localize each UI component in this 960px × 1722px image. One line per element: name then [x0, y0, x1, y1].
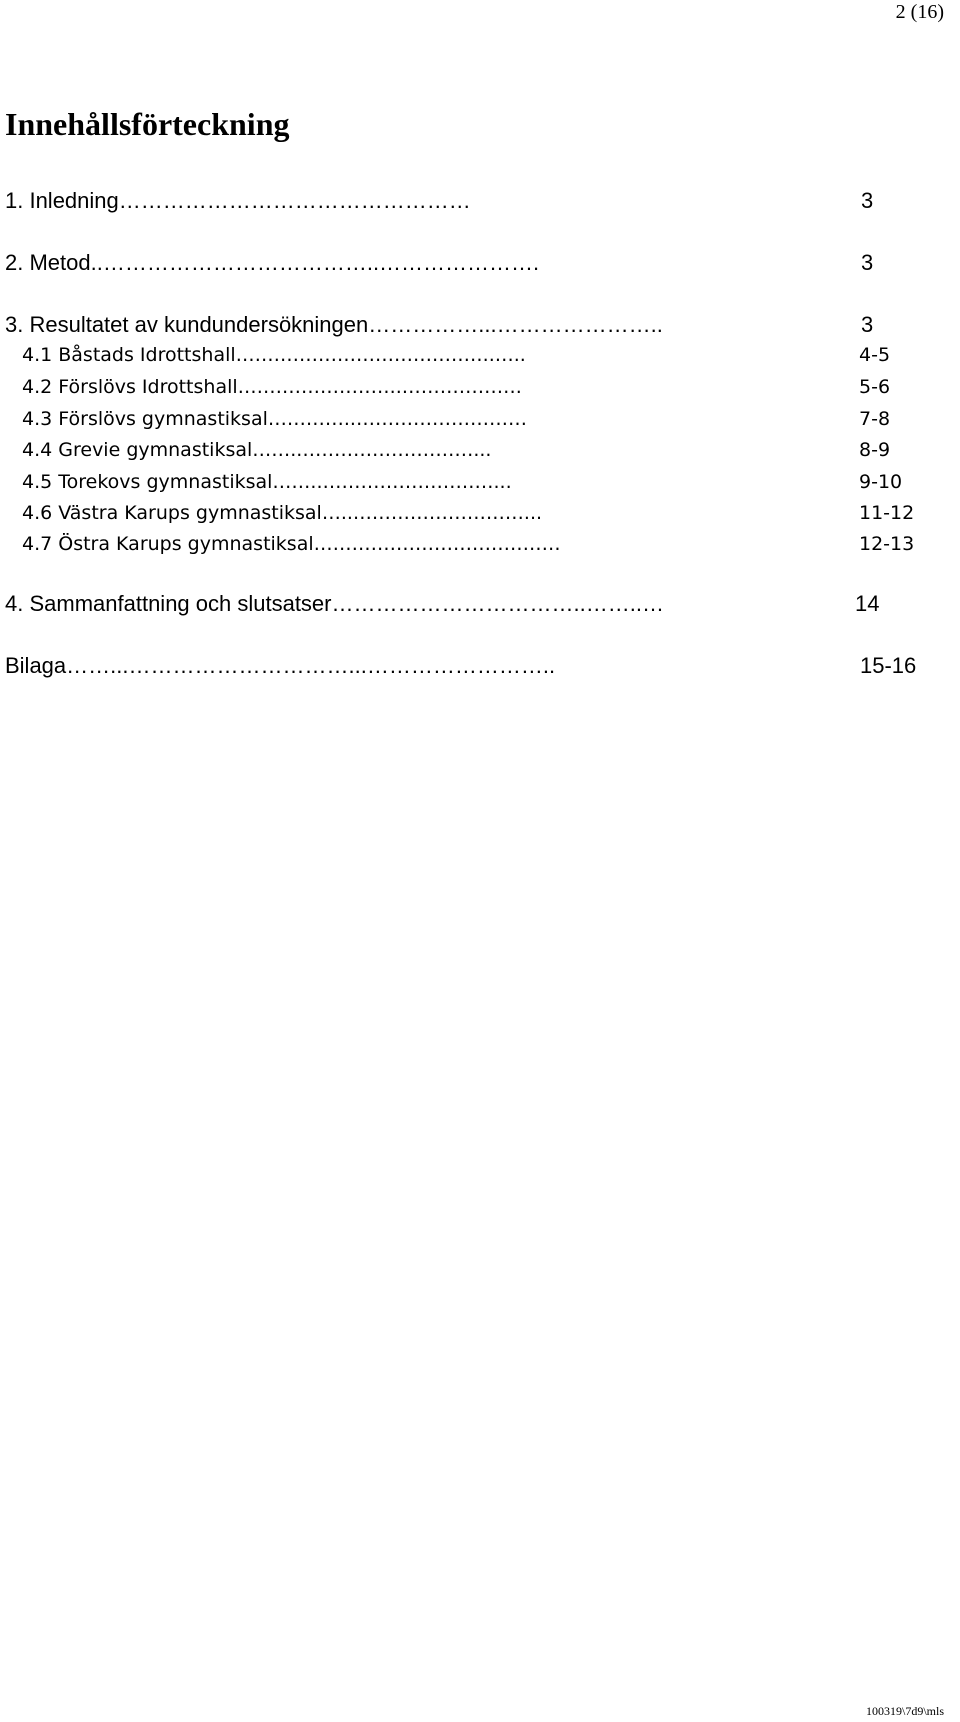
toc-entry-title: 4.2 Förslövs Idrottshall……………………..……………….	[22, 376, 522, 398]
toc-entry-page: 15-16	[860, 653, 917, 678]
toc-entry-page: 14	[855, 591, 880, 616]
toc-entry-page: 9-10	[859, 471, 903, 493]
toc-entry-title: 2. Metod..………………………………..………………….	[5, 250, 540, 275]
toc-entry-page: 3	[861, 188, 874, 213]
footer-document-code: 100319\7d9\mls	[865, 1704, 944, 1718]
toc-entry-page: 8-9	[859, 439, 891, 461]
toc-entry-title: 3. Resultatet av kundundersökningen……………...…………………..	[5, 312, 669, 337]
toc-entry-title: 4.6 Västra Karups gymnastiksal…..………………………...	[22, 502, 543, 524]
toc-entry-title: 4.4 Grevie gymnastiksal……..………………………...	[22, 439, 492, 461]
page-number: 2 (16)	[895, 1, 944, 23]
toc-entry-title: 4.1 Båstads Idrottshall…………………………………..…..	[22, 344, 532, 366]
toc-entry-page: 3	[861, 250, 874, 275]
toc-entry-page: 12-13	[859, 533, 915, 555]
toc-entry-title: 4.7 Östra Karups gymnastiksal…………………………………	[22, 533, 561, 555]
toc-heading: Innehållsförteckning	[5, 106, 290, 142]
toc-entry-title: 1. Inledning…………………………………………	[5, 188, 471, 213]
toc-entry-title: Bilaga……...…………………………...……………………..	[5, 653, 556, 678]
toc-entry-title: 4. Sammanfattning och slutsatser……………………………..……..…	[5, 591, 664, 616]
toc-entry-page: 7-8	[859, 408, 891, 430]
toc-entry-bilaga	[5, 653, 917, 757]
toc-entry-title: 4.3 Förslövs gymnastiksal…………..………………………	[22, 408, 527, 430]
toc-entry-page: 5-6	[859, 376, 891, 398]
toc-entry-title: 4.5 Torekovs gymnastiksal……..………………………...	[22, 471, 512, 493]
toc-entry-page: 4-5	[859, 344, 891, 366]
toc-entry-page: 3	[861, 312, 874, 337]
toc-entry-page: 11-12	[859, 502, 915, 524]
